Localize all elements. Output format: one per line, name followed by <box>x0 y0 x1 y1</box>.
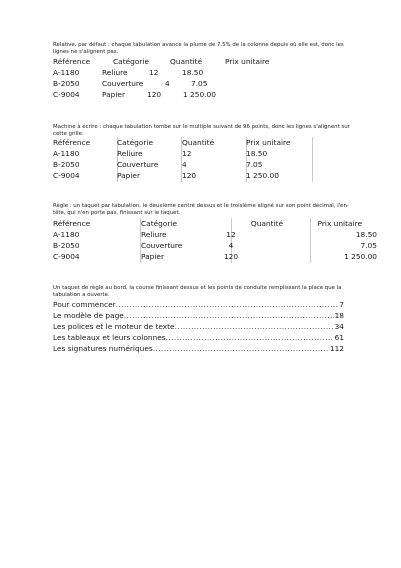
cell-unit-price: 18.50 <box>246 149 268 158</box>
cell-category: Reliure <box>102 68 128 77</box>
cell-reference: A-1180 <box>53 230 80 239</box>
cell-reference: A-1180 <box>53 149 80 158</box>
typewriter-row <box>53 160 353 170</box>
cell-quantity: 4 <box>165 79 170 88</box>
header-quantity: Quantité <box>250 219 283 228</box>
cell-category: Papier <box>141 252 164 261</box>
toc-page-number: 7 <box>339 300 344 309</box>
cell-quantity: 12 <box>182 149 192 158</box>
ruler-row <box>53 241 377 251</box>
cell-quantity: 12 <box>149 68 159 77</box>
cell-category: Couverture <box>117 160 159 169</box>
cell-reference: C-9004 <box>53 90 80 99</box>
cell-unit-price: 7.05 <box>246 160 263 169</box>
toc-entry <box>53 332 344 343</box>
ruler-header-row <box>53 219 362 229</box>
cell-category: Reliure <box>141 230 167 239</box>
toc-leader-dots <box>124 310 334 321</box>
ruler-row <box>53 230 377 240</box>
header-category: Catégorie <box>141 219 177 228</box>
relative-header-row <box>53 57 353 67</box>
cell-quantity: 4 <box>228 241 234 250</box>
cell-reference: B-2050 <box>53 79 80 88</box>
toc-page-number: 34 <box>334 322 344 331</box>
cell-unit-price: 1 250.00 <box>344 252 377 261</box>
header-quantity: Quantité <box>170 57 203 66</box>
cell-category: Couverture <box>102 79 144 88</box>
cell-unit-price: 1 250.00 <box>246 171 279 180</box>
header-reference: Référence <box>53 219 91 228</box>
header-quantity: Quantité <box>182 138 215 147</box>
cell-quantity: 12 <box>226 230 236 239</box>
cell-quantity: 120 <box>147 90 162 99</box>
header-category: Catégorie <box>117 138 153 147</box>
ruler-row <box>53 252 377 262</box>
typewriter-row <box>53 171 353 181</box>
typewriter-row <box>53 149 353 159</box>
cell-category: Papier <box>102 90 125 99</box>
header-reference: Référence <box>53 57 91 66</box>
cell-unit-price: 18.50 <box>355 230 377 239</box>
header-reference: Référence <box>53 138 91 147</box>
cell-reference: C-9004 <box>53 252 80 261</box>
toc-leader-dots <box>166 332 334 343</box>
toc-title: Les tableaux et leurs colonnes <box>53 333 166 342</box>
cell-unit-price: 7.05 <box>191 79 208 88</box>
header-unit-price: Prix unitaire <box>246 138 291 147</box>
cell-category: Reliure <box>117 149 143 158</box>
typewriter-header-row <box>53 138 353 148</box>
cell-category: Couverture <box>141 241 183 250</box>
toc-title: Les signatures numériques <box>53 344 153 353</box>
relative-row <box>53 90 353 100</box>
cell-reference: A-1180 <box>53 68 80 77</box>
typewriter-tabs-note: Machine à écrire : chaque tabulation tombe sur le multiple suivant de 96 points, donc les lignes s'alignent sur cette grille. <box>53 124 350 138</box>
cell-quantity: 4 <box>182 160 187 169</box>
cell-quantity: 120 <box>223 252 239 261</box>
toc-title: Pour commencer <box>53 300 116 309</box>
toc-entry <box>53 299 344 310</box>
cell-reference: B-2050 <box>53 160 80 169</box>
header-unit-price: Prix unitaire <box>225 57 270 66</box>
toc-leader-dots <box>153 343 329 354</box>
cell-unit-price: 18.50 <box>182 68 204 77</box>
leader-tabs-note: Un taquet de règle au bord, la course finissant dessus et les points de conduite remplissant la place que la tabulation a ouverte. <box>53 285 342 299</box>
cell-category: Papier <box>117 171 140 180</box>
relative-row <box>53 68 353 78</box>
cell-unit-price: 1 250.00 <box>183 90 216 99</box>
cell-quantity: 120 <box>182 171 197 180</box>
header-category: Catégorie <box>113 57 149 66</box>
toc-entry <box>53 343 344 354</box>
ruler-tabs-note: Règle : un taquet par tabulation, le deuxième centré dessus et le troisième aligné sur son point décimal, l'en-tête, qui n'en porte pas, finissant sur le taquet. <box>53 203 349 217</box>
toc-leader-dots <box>175 321 334 332</box>
toc-page-number: 18 <box>334 311 344 320</box>
toc-leader-dots <box>116 299 339 310</box>
toc-page-number: 112 <box>329 344 344 353</box>
cell-reference: B-2050 <box>53 241 80 250</box>
toc-title: Les polices et le moteur de texte <box>53 322 175 331</box>
cell-reference: C-9004 <box>53 171 80 180</box>
toc-entry <box>53 310 344 321</box>
relative-tabs-note: Relative, par défaut : chaque tabulation avance la plume de 7.5% de la colonne depuis où elle est, donc les lignes ne s'alignent pas. <box>53 42 344 56</box>
cell-unit-price: 7.05 <box>360 241 377 250</box>
toc-page-number: 61 <box>334 333 344 342</box>
toc-entry <box>53 321 344 332</box>
header-unit-price: Prix unitaire <box>317 219 362 228</box>
toc-title: Le modèle de page <box>53 311 124 320</box>
relative-row <box>53 79 353 89</box>
